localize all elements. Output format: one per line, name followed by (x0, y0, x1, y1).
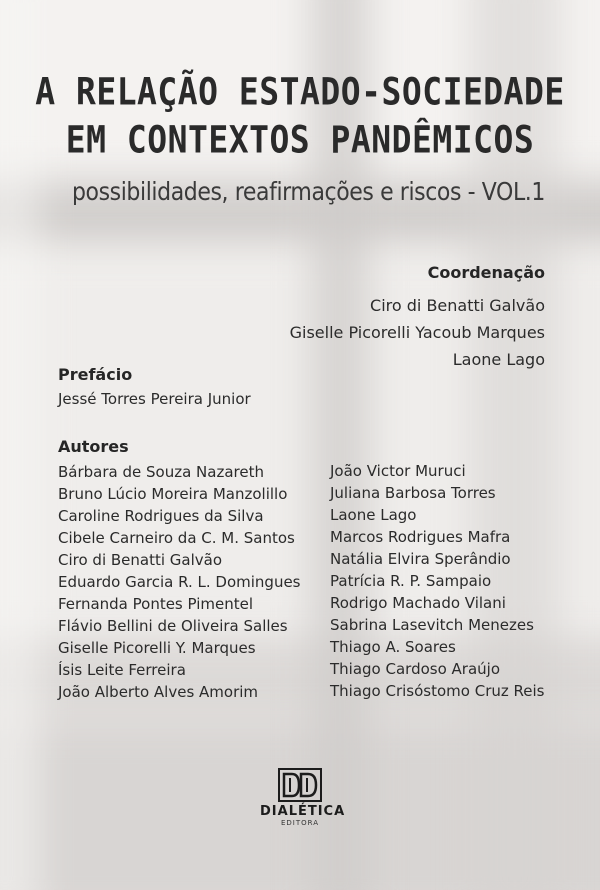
author-name: Ísis Leite Ferreira (58, 661, 186, 679)
author-name: Ciro di Benatti Galvão (58, 551, 223, 569)
subtitle: possibilidades, reafirmações e riscos - VOL.1 (71, 178, 545, 207)
author-name: João Victor Muruci (330, 462, 466, 480)
author-name: Flávio Bellini de Oliveira Salles (58, 617, 288, 635)
author-name: Juliana Barbosa Torres (330, 484, 496, 502)
preface-author: Jessé Torres Pereira Junior (58, 390, 251, 408)
author-name: Caroline Rodrigues da Silva (58, 507, 264, 525)
author-name: Patrícia R. P. Sampaio (330, 572, 492, 590)
dialetica-logo-icon (278, 768, 322, 802)
title-line-2: EM CONTEXTOS PANDÊMICOS (65, 118, 535, 162)
author-name: Marcos Rodrigues Mafra (330, 528, 511, 546)
coordinator-name: Ciro di Benatti Galvão (370, 296, 545, 315)
preface-heading: Prefácio (58, 365, 133, 384)
author-name: Sabrina Lasevitch Menezes (330, 616, 534, 634)
authors-left-column (58, 461, 301, 703)
author-name: Eduardo Garcia R. L. Domingues (58, 573, 301, 591)
coordination-heading: Coordenação (427, 263, 545, 282)
authors-right-column (330, 460, 544, 702)
coordinator-name: Giselle Picorelli Yacoub Marques (289, 323, 545, 342)
author-name: Thiago Crisóstomo Cruz Reis (330, 682, 545, 700)
coordination-list (0, 292, 545, 373)
author-name: Laone Lago (330, 506, 417, 524)
author-name: Bruno Lúcio Moreira Manzolillo (58, 485, 288, 503)
authors-heading: Autores (58, 437, 129, 456)
author-name: Thiago Cardoso Araújo (330, 660, 500, 678)
author-name: Giselle Picorelli Y. Marques (58, 639, 256, 657)
title-line-1: A RELAÇÃO ESTADO-SOCIEDADE (35, 70, 565, 114)
author-name: João Alberto Alves Amorim (58, 683, 259, 701)
publisher-logo (260, 768, 346, 827)
author-name: Natália Elvira Sperândio (330, 550, 511, 568)
author-name: Thiago A. Soares (330, 638, 456, 656)
author-name: Fernanda Pontes Pimentel (58, 595, 254, 613)
author-name: Cibele Carneiro da C. M. Santos (58, 529, 295, 547)
publisher-name: DIALÉTICA (260, 804, 346, 819)
publisher-sub: EDITORA (280, 819, 320, 827)
coordinator-name: Laone Lago (452, 350, 545, 369)
author-name: Rodrigo Machado Vilani (330, 594, 506, 612)
author-name: Bárbara de Souza Nazareth (58, 463, 264, 481)
